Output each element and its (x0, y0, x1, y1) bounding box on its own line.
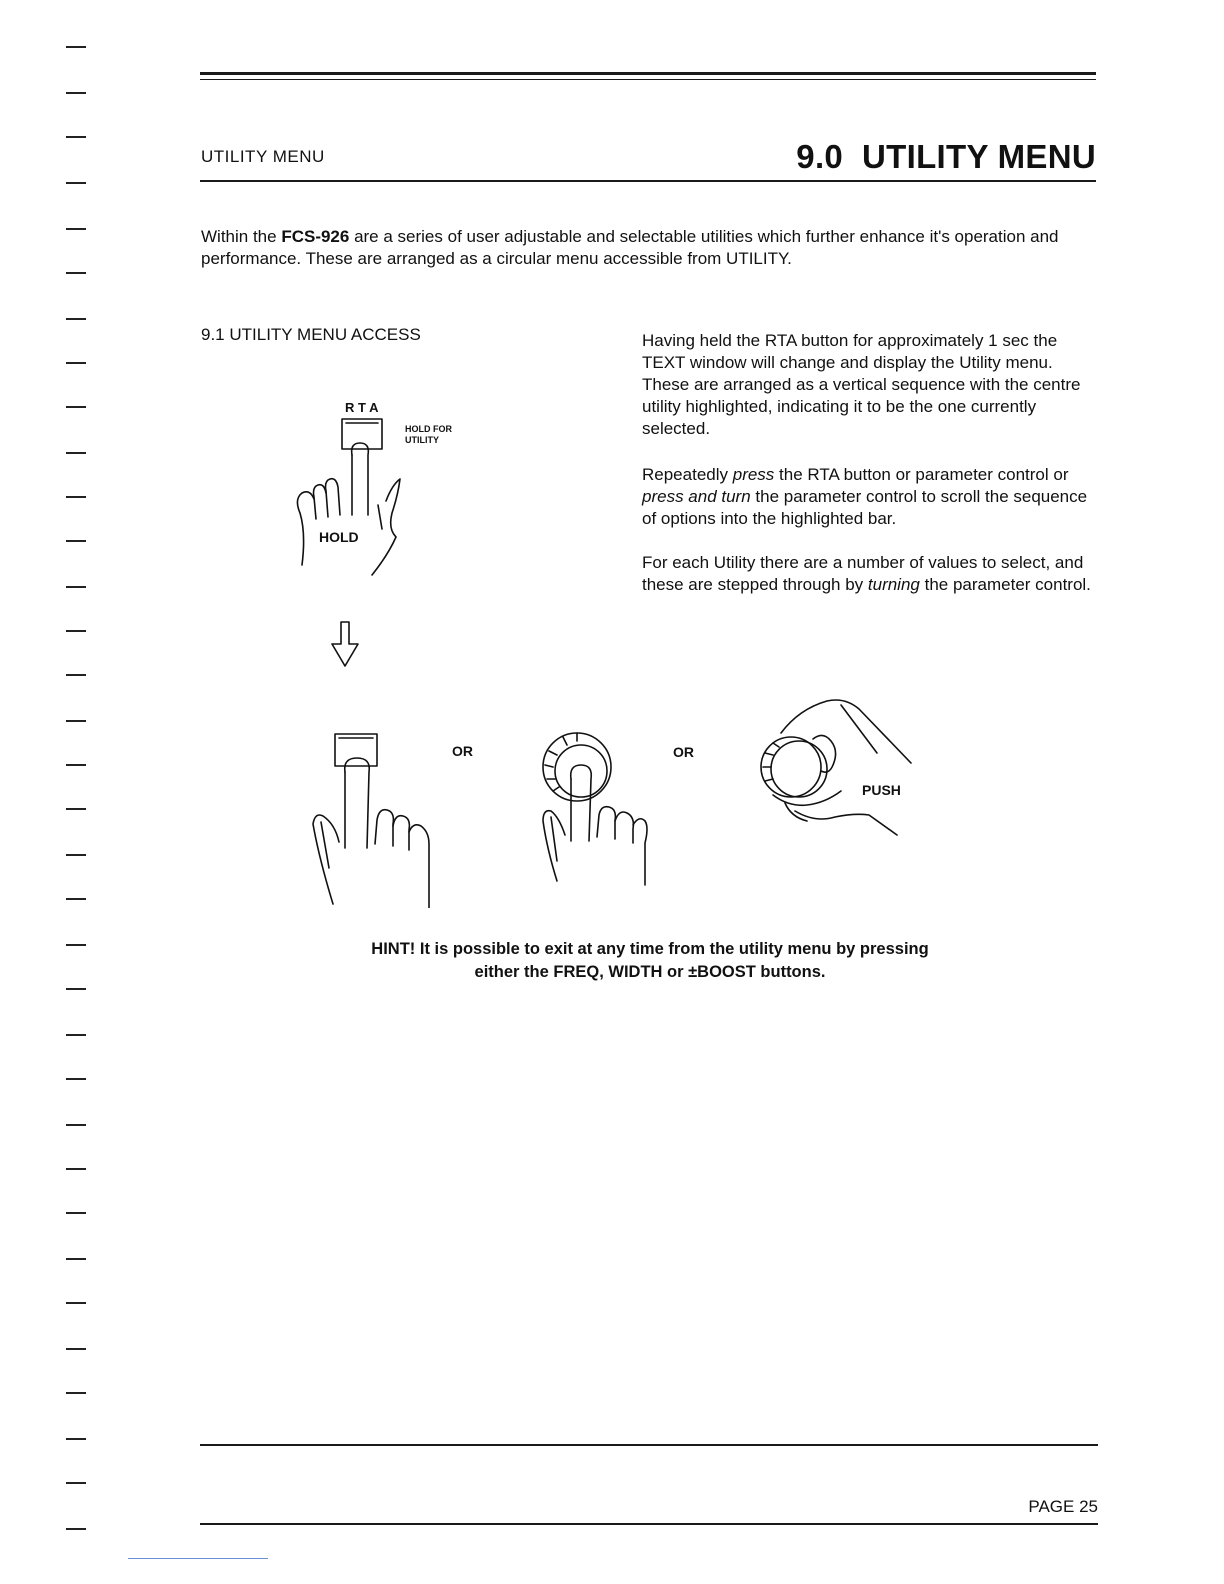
top-rule (200, 72, 1096, 75)
footer-rule-top (200, 1444, 1098, 1446)
para2-press-and-turn: press and turn (642, 487, 751, 506)
hold-for-line2: UTILITY (405, 435, 439, 445)
header-rule (200, 180, 1096, 182)
section-label: UTILITY MENU (201, 147, 325, 166)
paragraph-rta-hold: Having held the RTA button for approximately 1 sec the TEXT window will change and display the Utility menu. These are arranged as a vertical sequence with the centre utility highlighted, indicating it to be the one currently selected. (642, 331, 1081, 438)
para2-press: press (732, 465, 775, 484)
push-label: PUSH (862, 782, 901, 798)
para3-part1: For each Utility there are a number of values to select, and these are stepped through by (642, 553, 1084, 594)
section-heading: 9.1 UTILITY MENU ACCESS (201, 325, 421, 344)
page-number: PAGE 25 (1028, 1497, 1098, 1516)
para2-part5: the parameter control to scroll the sequence of options into the highlighted bar. (642, 487, 1088, 528)
hand-holding-rta-button-icon (280, 415, 410, 580)
chapter-title: 9.0 UTILITY MENU (796, 138, 1096, 175)
top-rule-thin (200, 79, 1096, 80)
product-name: FCS-926 (281, 227, 350, 246)
hold-for-line1: HOLD FOR (405, 424, 452, 434)
hint-note (300, 938, 1000, 984)
paragraph-values (642, 552, 1102, 596)
footer-rule-bottom (200, 1523, 1098, 1525)
para3-part3: the parameter control. (919, 575, 1091, 594)
para2-part1: Repeatedly (642, 465, 733, 484)
hold-for-utility-label (405, 424, 452, 446)
hold-label: HOLD (319, 529, 359, 545)
hint-line2: either the FREQ, WIDTH or ±BOOST buttons. (474, 963, 826, 981)
down-arrow-icon (330, 620, 360, 668)
rta-label: R T A (345, 400, 379, 415)
hand-pressing-knob-icon (535, 725, 665, 890)
intro-text-before: Within the (201, 227, 282, 246)
para3-turning: turning (867, 575, 920, 594)
scan-edge-line (128, 1558, 268, 1559)
para2-part3: the RTA button or parameter control or (774, 465, 1069, 484)
intro-paragraph (201, 226, 1101, 270)
or-label-1: OR (452, 743, 473, 759)
hint-line1: HINT! It is possible to exit at any time from the utility menu by pressing (371, 940, 929, 958)
or-label-2: OR (673, 744, 694, 760)
hand-pressing-button-icon (305, 728, 445, 908)
intro-text-after: are a series of user adjustable and selectable utilities which further enhance it's operation and performance. These are arranged as a circular menu accessible from UTILITY. (201, 227, 1059, 268)
hand-pushing-knob-icon (755, 695, 915, 840)
paragraph-scroll (642, 464, 1102, 530)
